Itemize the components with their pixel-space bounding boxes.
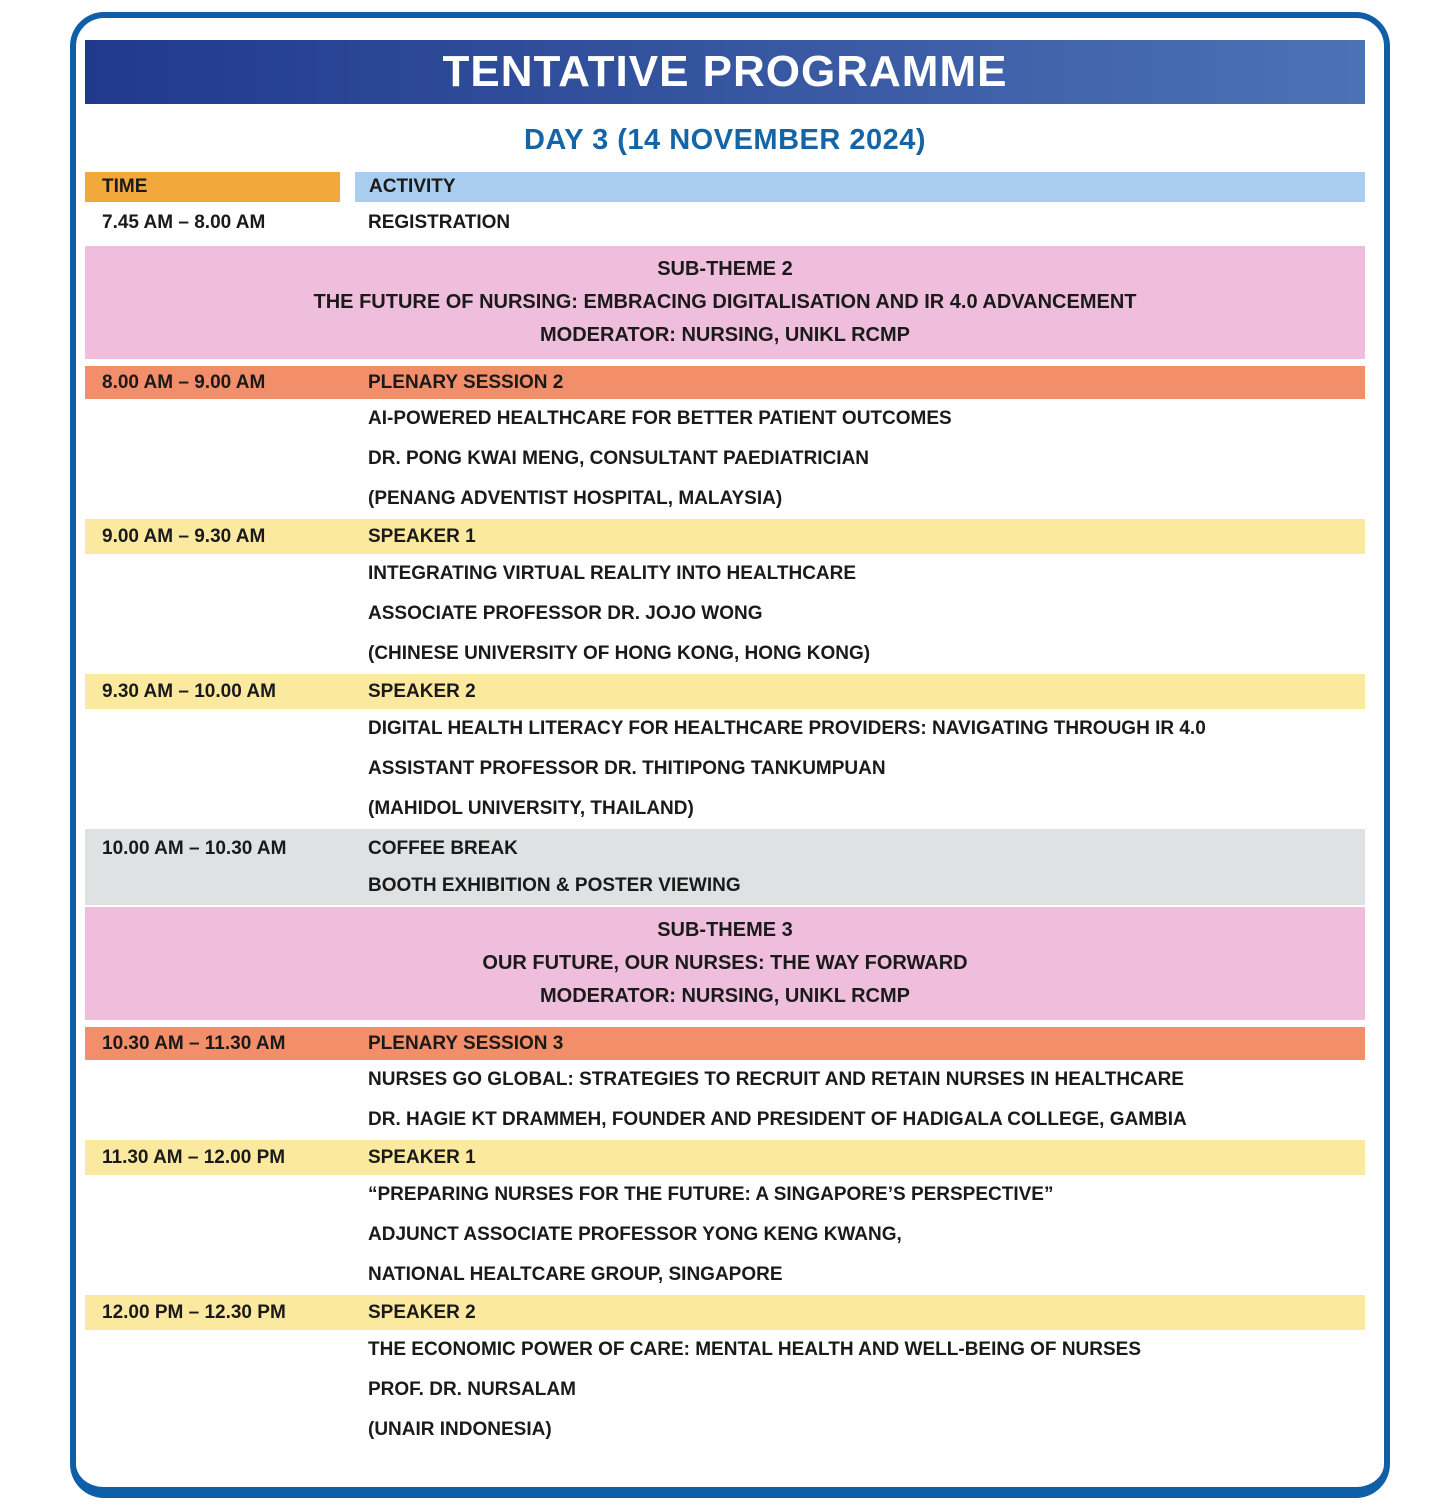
detail-line: (PENANG ADVENTIST HOSPITAL, MALAYSIA)	[368, 488, 783, 509]
banner-line: SUB-THEME 2	[657, 258, 793, 280]
detail-line: ASSOCIATE PROFESSOR DR. JOJO WONG	[368, 603, 763, 624]
session-row	[85, 1295, 1365, 1330]
activity-cell: COFFEE BREAK	[368, 837, 518, 859]
detail-row	[85, 399, 1365, 439]
detail-line: (MAHIDOL UNIVERSITY, THAILAND)	[368, 798, 694, 819]
detail-line: PROF. DR. NURSALAM	[368, 1379, 576, 1400]
table-column-headers	[85, 172, 1365, 202]
time-cell: 10.00 AM – 10.30 AM	[102, 837, 287, 859]
detail-line: DR. HAGIE KT DRAMMEH, FOUNDER AND PRESIDENT OF HADIGALA COLLEGE, GAMBIA	[368, 1109, 1187, 1130]
detail-line: “PREPARING NURSES FOR THE FUTURE: A SINGAPORE’S PERSPECTIVE”	[368, 1184, 1054, 1205]
subtheme-banner	[85, 246, 1365, 359]
day-subtitle: DAY 3 (14 NOVEMBER 2024)	[523, 124, 927, 156]
time-cell: 9.00 AM – 9.30 AM	[102, 525, 266, 547]
session-row	[85, 519, 1365, 554]
detail-row	[85, 1100, 1365, 1140]
programme-rows	[85, 202, 1365, 1450]
banner-line: THE FUTURE OF NURSING: EMBRACING DIGITALISATION AND IR 4.0 ADVANCEMENT	[313, 291, 1137, 313]
detail-line: (UNAIR INDONESIA)	[368, 1419, 552, 1440]
detail-row	[85, 1370, 1365, 1410]
detail-row	[85, 1175, 1365, 1215]
session-label: PLENARY SESSION 3	[368, 1032, 564, 1054]
time-column-header: TIME	[85, 172, 340, 202]
session-label: SPEAKER 1	[368, 525, 476, 547]
time-cell: 10.30 AM – 11.30 AM	[102, 1032, 286, 1054]
activity-cell: BOOTH EXHIBITION & POSTER VIEWING	[368, 874, 741, 896]
detail-line: ASSISTANT PROFESSOR DR. THITIPONG TANKUMPUAN	[368, 758, 886, 779]
detail-line: AI-POWERED HEALTHCARE FOR BETTER PATIENT OUTCOMES	[368, 408, 952, 429]
detail-row	[85, 1215, 1365, 1255]
detail-row	[85, 1060, 1365, 1100]
banner-line: MODERATOR: NURSING, UNIKL RCMP	[540, 324, 910, 346]
activity-cell: REGISTRATION	[368, 212, 511, 233]
detail-row	[85, 479, 1365, 519]
detail-row	[85, 634, 1365, 674]
page-title: TENTATIVE PROGRAMME	[442, 47, 1008, 96]
time-cell: 9.30 AM – 10.00 AM	[102, 680, 276, 702]
break-row	[85, 830, 1365, 867]
detail-line: (CHINESE UNIVERSITY OF HONG KONG, HONG KONG)	[368, 643, 871, 664]
session-label: PLENARY SESSION 2	[368, 371, 564, 393]
session-row	[85, 674, 1365, 709]
banner-line: OUR FUTURE, OUR NURSES: THE WAY FORWARD	[482, 952, 968, 974]
programme-card-inner	[76, 18, 1384, 1450]
break-row	[85, 867, 1365, 904]
detail-row	[85, 1255, 1365, 1295]
time-cell: 8.00 AM – 9.00 AM	[102, 371, 266, 393]
session-label: SPEAKER 2	[368, 680, 476, 702]
title-bar	[85, 40, 1365, 104]
banner-line: MODERATOR: NURSING, UNIKL RCMP	[540, 985, 910, 1007]
time-cell: 7.45 AM – 8.00 AM	[102, 212, 266, 233]
detail-row	[85, 709, 1365, 749]
time-cell: 12.00 PM – 12.30 PM	[102, 1301, 286, 1323]
time-cell: 11.30 AM – 12.00 PM	[102, 1146, 286, 1168]
banner-line: SUB-THEME 3	[657, 919, 793, 941]
detail-line: INTEGRATING VIRTUAL REALITY INTO HEALTHCARE	[368, 563, 857, 584]
detail-row	[85, 1330, 1365, 1370]
subtheme-banner	[85, 907, 1365, 1020]
detail-row	[85, 1410, 1365, 1450]
detail-line: NATIONAL HEALTCARE GROUP, SINGAPORE	[368, 1264, 783, 1285]
detail-row	[85, 594, 1365, 634]
activity-column-header: ACTIVITY	[355, 172, 1365, 202]
programme-card	[70, 12, 1390, 1498]
detail-row	[85, 439, 1365, 479]
detail-line: THE ECONOMIC POWER OF CARE: MENTAL HEALTH AND WELL-BEING OF NURSES	[368, 1339, 1141, 1360]
session-label: SPEAKER 1	[368, 1146, 476, 1168]
session-row	[85, 366, 1365, 399]
session-label: SPEAKER 2	[368, 1301, 476, 1323]
detail-line: NURSES GO GLOBAL: STRATEGIES TO RECRUIT AND RETAIN NURSES IN HEALTHCARE	[368, 1069, 1184, 1090]
break-block	[85, 829, 1365, 905]
session-row	[85, 1140, 1365, 1175]
schedule-row	[85, 202, 1365, 244]
detail-row	[85, 554, 1365, 594]
detail-row	[85, 749, 1365, 789]
detail-line: DIGITAL HEALTH LITERACY FOR HEALTHCARE PROVIDERS: NAVIGATING THROUGH IR 4.0	[368, 718, 1206, 739]
detail-row	[85, 789, 1365, 829]
detail-line: ADJUNCT ASSOCIATE PROFESSOR YONG KENG KWANG,	[368, 1224, 902, 1245]
session-row	[85, 1027, 1365, 1060]
detail-line: DR. PONG KWAI MENG, CONSULTANT PAEDIATRICIAN	[368, 448, 870, 469]
